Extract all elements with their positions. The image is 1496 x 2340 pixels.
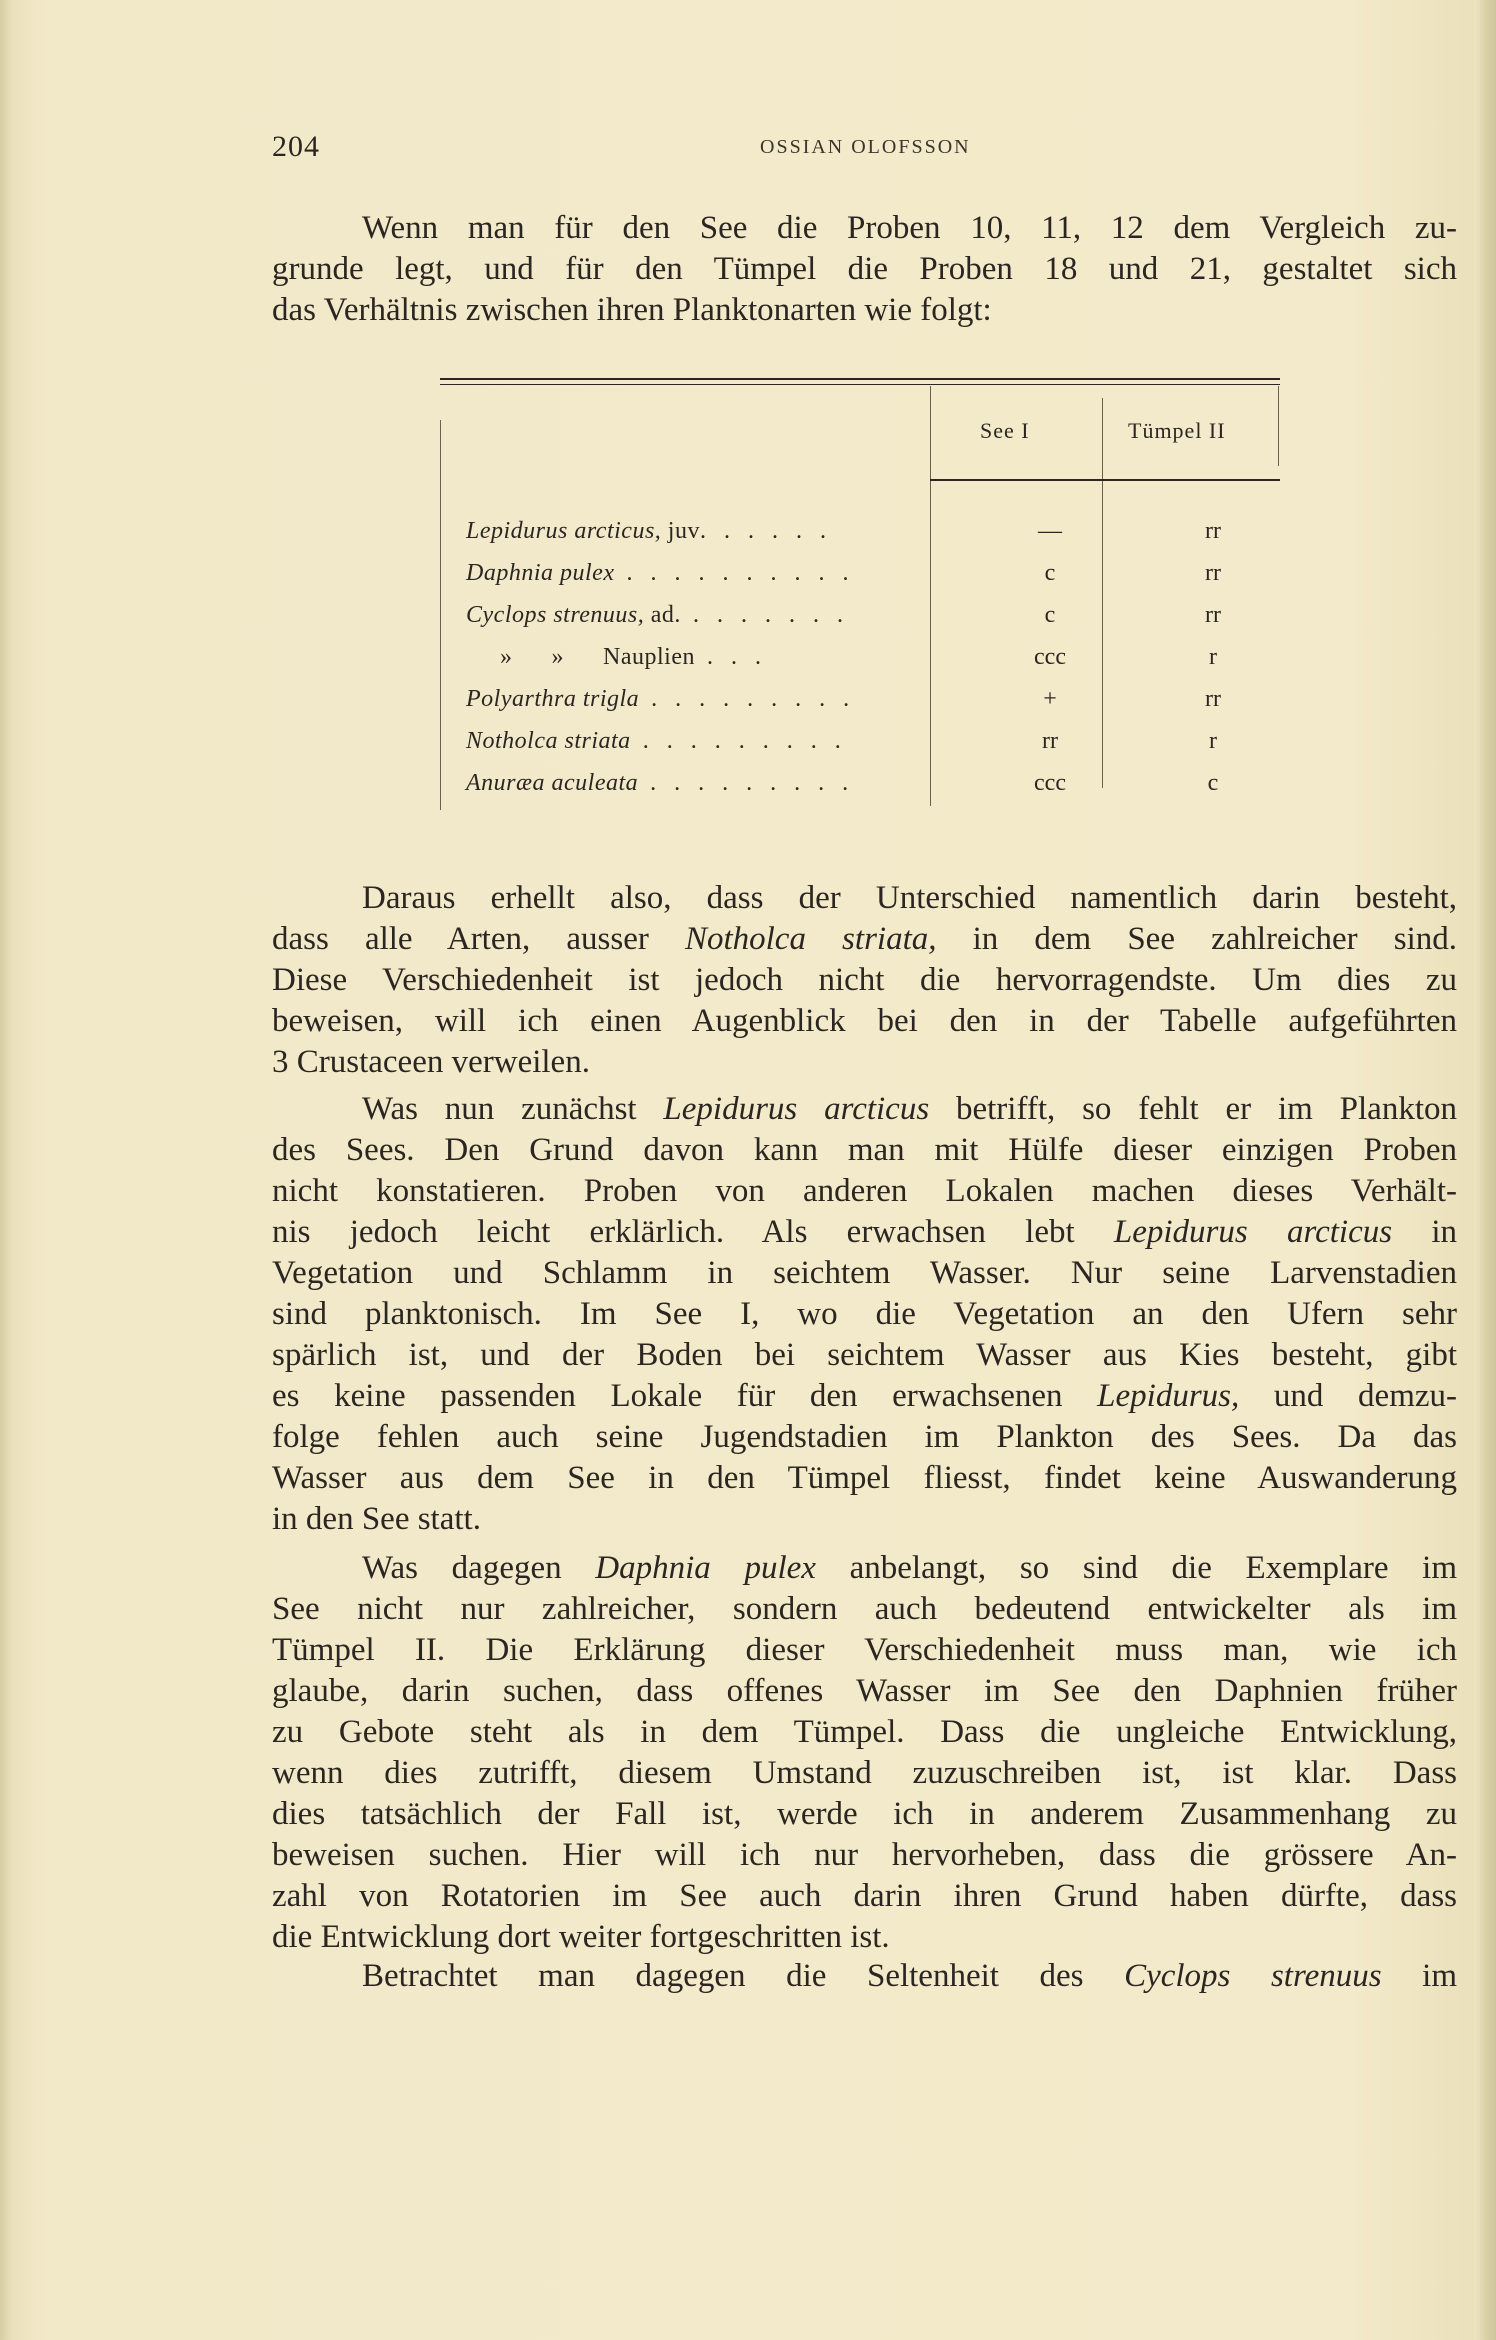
text-line: wenn dies zutrifft, diesem Umstand zuzuschreiben ist, ist klar. Dass [272, 1755, 1457, 1791]
table-row [440, 728, 1280, 768]
cell-tuempel: r [1209, 728, 1217, 754]
cell-tuempel: rr [1205, 686, 1221, 712]
running-head: OSSIAN OLOFSSON [760, 136, 971, 158]
cell-see: ccc [1034, 770, 1066, 796]
cell-see: c [1044, 602, 1056, 628]
species-name: Polyarthra trigla . . . . . . . . . [466, 686, 856, 712]
cell-tuempel: rr [1205, 602, 1221, 628]
species-name: Daphnia pulex . . . . . . . . . . [466, 560, 855, 586]
text-line: beweisen, will ich einen Augenblick bei den in der Tabelle aufgeführten [272, 1003, 1457, 1039]
text-line: des Sees. Den Grund davon kann man mit Hülfe dieser einzigen Proben [272, 1132, 1457, 1168]
cell-tuempel: rr [1205, 518, 1221, 544]
cell-see: rr [1042, 728, 1058, 754]
text-line: Was nun zunächst Lepidurus arcticus betrifft, so fehlt er im Plankton [362, 1091, 1457, 1127]
text-line: das Verhältnis zwischen ihren Planktonarten wie folgt: [272, 292, 992, 328]
text-line: zahl von Rotatorien im See auch darin ihren Grund haben dürfte, dass [272, 1878, 1457, 1914]
paragraph-4 [272, 1956, 1457, 1997]
text-line: die Entwicklung dort weiter fortgeschritten ist. [272, 1919, 890, 1955]
text-line: sind planktonisch. Im See I, wo die Vegetation an den Ufern sehr [272, 1296, 1457, 1332]
cell-tuempel: c [1207, 770, 1219, 796]
page-number: 204 [272, 130, 320, 163]
text-line: Was dagegen Daphnia pulex anbelangt, so sind die Exemplare im [362, 1550, 1457, 1586]
page-edge-right [1474, 0, 1496, 2340]
text-line: See nicht nur zahlreicher, sondern auch bedeutend entwickelter als im [272, 1591, 1457, 1627]
text-line: Wasser aus dem See in den Tümpel fliesst, findet keine Auswanderung [272, 1460, 1457, 1496]
cell-see: ccc [1034, 644, 1066, 670]
table-row [440, 644, 1280, 684]
table-right-border [1278, 386, 1279, 466]
species-name: Anuræa aculeata . . . . . . . . . [466, 770, 855, 796]
table-row [440, 560, 1280, 600]
table-row [440, 602, 1280, 642]
table-header-rule [930, 479, 1280, 481]
column-header-tuempel: Tümpel II [1128, 418, 1226, 443]
text-line: spärlich ist, und der Boden bei seichtem Wasser aus Kies besteht, gibt [272, 1337, 1457, 1373]
text-line: 3 Crustaceen verweilen. [272, 1044, 590, 1080]
text-line: es keine passenden Lokale für den erwachsenen Lepidurus, und demzu- [272, 1378, 1458, 1414]
cell-see: c [1044, 560, 1056, 586]
table-row [440, 686, 1280, 726]
text-line: glaube, darin suchen, dass offenes Wasser im See den Daphnien früher [272, 1673, 1457, 1709]
text-line: beweisen suchen. Hier will ich nur hervorheben, dass die grössere An- [272, 1837, 1457, 1873]
page-edge-left [0, 0, 14, 2340]
text-line: nis jedoch leicht erklärlich. Als erwachsen lebt Lepidurus arcticus in [272, 1214, 1457, 1250]
cell-tuempel: rr [1205, 560, 1221, 586]
species-name: Lepidurus arcticus, juv. . . . . . [466, 518, 832, 544]
text-line: in den See statt. [272, 1501, 481, 1537]
cell-see: + [1043, 686, 1057, 712]
table-top-rule-thin [440, 384, 1280, 385]
page-header [272, 130, 1452, 170]
text-line: zu Gebote steht als in dem Tümpel. Dass die ungleiche Entwicklung, [272, 1714, 1457, 1750]
paragraph-2 [272, 1089, 1457, 1540]
text-line: Tümpel II. Die Erklärung dieser Verschiedenheit muss man, wie ich [272, 1632, 1457, 1668]
table-row [440, 770, 1280, 810]
text-line: Diese Verschiedenheit ist jedoch nicht die hervorragendste. Um dies zu [272, 962, 1457, 998]
text-line: folge fehlen auch seine Jugendstadien im Plankton des Sees. Da das [272, 1419, 1457, 1455]
paragraph-3 [272, 1548, 1457, 1958]
plankton-table [440, 378, 1280, 818]
intro-paragraph [272, 208, 1457, 331]
species-name: » » Nauplien . . . [500, 644, 767, 670]
text-line: dass alle Arten, ausser Notholca striata, in dem See zahlreicher sind. [272, 921, 1457, 957]
paragraph-1 [272, 878, 1457, 1083]
text-line: Wenn man für den See die Proben 10, 11, 12 dem Vergleich zu- [362, 210, 1457, 246]
cell-see: — [1038, 518, 1062, 544]
text-line: Betrachtet man dagegen die Seltenheit des Cyclops strenuus im [362, 1958, 1458, 1994]
column-header-see: See I [980, 418, 1030, 443]
text-line: Daraus erhellt also, dass der Unterschied namentlich darin besteht, [362, 880, 1457, 916]
table-row [440, 518, 1280, 558]
text-line: grunde legt, und für den Tümpel die Proben 18 und 21, gestaltet sich [272, 251, 1457, 287]
species-name: Cyclops strenuus, ad. . . . . . . . [466, 602, 849, 628]
text-line: dies tatsächlich der Fall ist, werde ich in anderem Zusammenhang zu [272, 1796, 1457, 1832]
table-top-rule [440, 378, 1280, 380]
text-line: Vegetation und Schlamm in seichtem Wasser. Nur seine Larvenstadien [272, 1255, 1457, 1291]
cell-tuempel: r [1209, 644, 1217, 670]
text-line: nicht konstatieren. Proben von anderen Lokalen machen dieses Verhält- [272, 1173, 1457, 1209]
species-name: Notholca striata . . . . . . . . . [466, 728, 847, 754]
